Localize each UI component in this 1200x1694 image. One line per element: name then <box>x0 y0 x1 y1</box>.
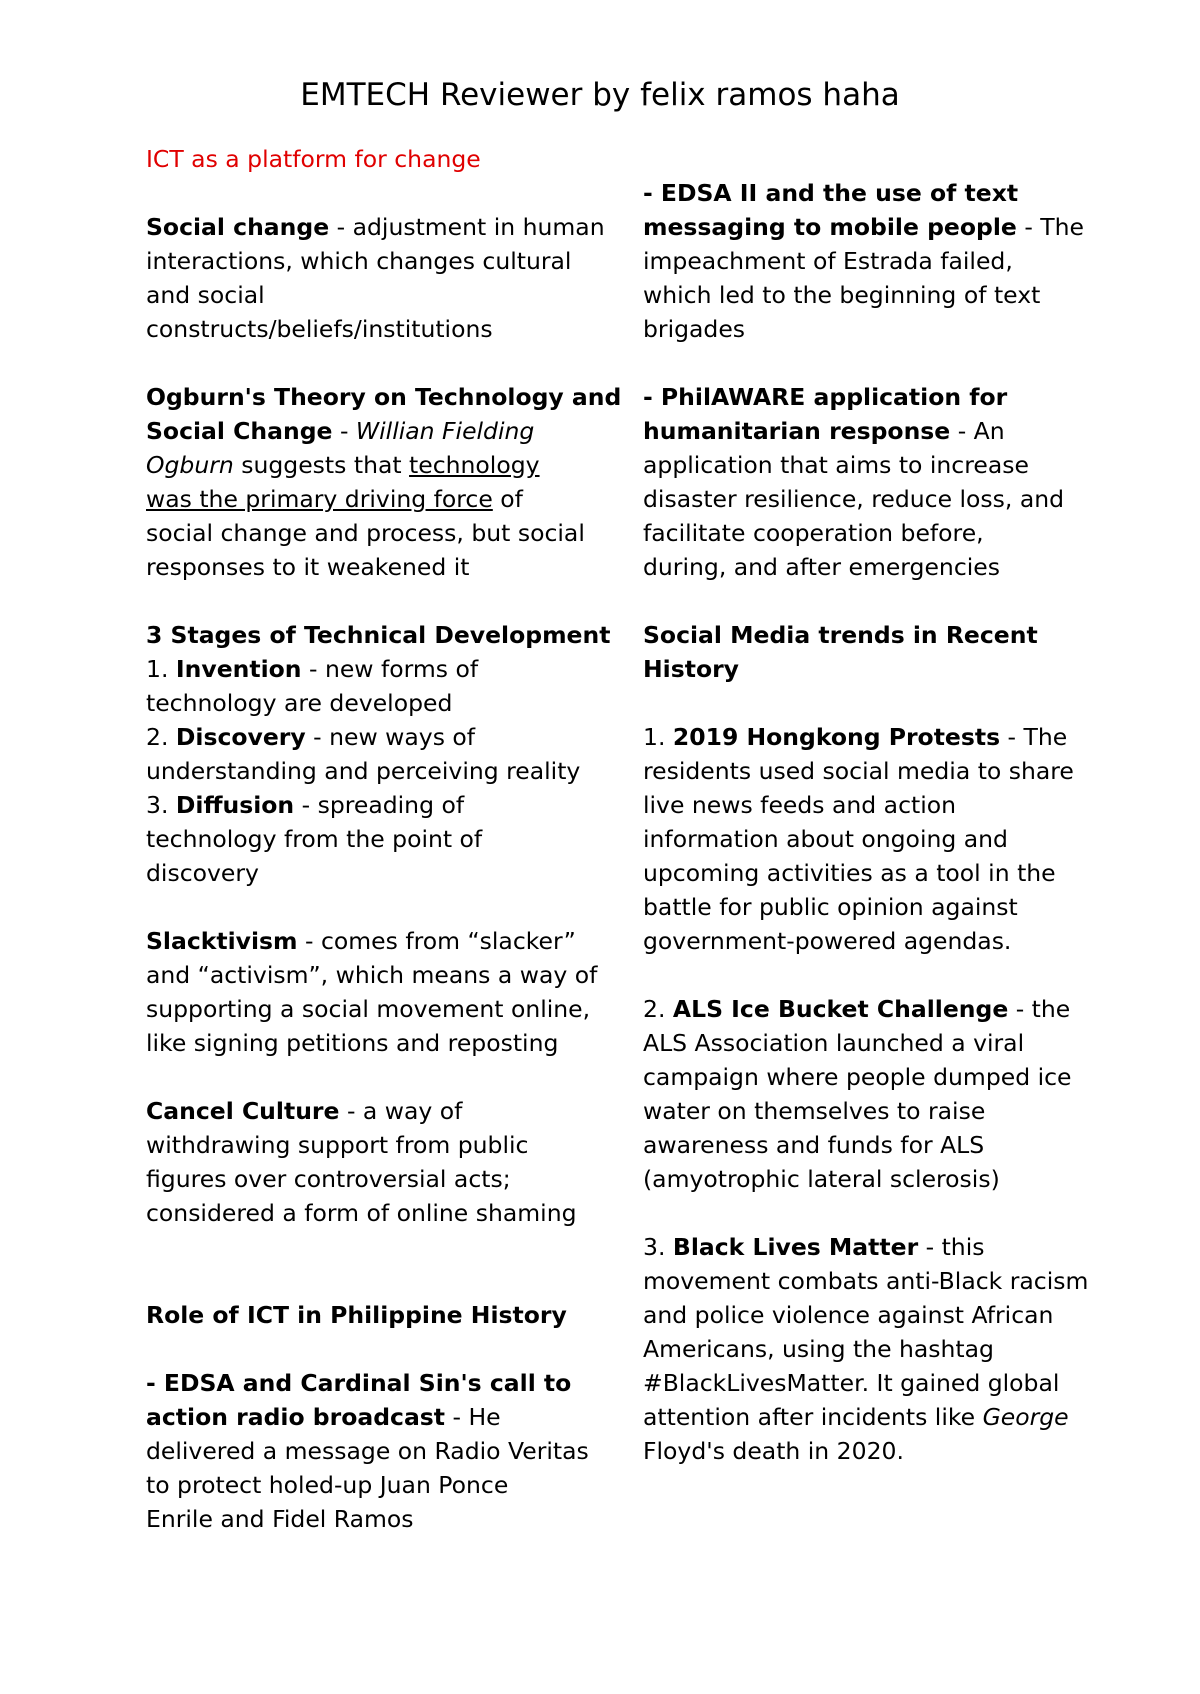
edsa-entry: - EDSA and Cardinal Sin's call to action radio broadcast - He delivered a message on Radio Veritas to protect holed-up Juan Ponce Enrile and Fidel Ramos <box>146 1369 589 1533</box>
social-change-entry: Social change - adjustment in human interactions, which changes cultural and social constructs/beliefs/institutions <box>146 213 605 343</box>
blm-entry: 3. Black Lives Matter - this movement combats anti-Black racism and police violence against African Americans, using the hashtag #BlackLivesMatter. It gained global attention after incidents like George Floyd's death in 2020. <box>643 1233 1089 1465</box>
stages-entry: 3 Stages of Technical Development 1. Invention - new forms of technology are developed 2. Discovery - new ways of understanding and perceiving reality 3. Diffusion - spreading of technology from the point of discovery <box>146 621 611 887</box>
ice-bucket-entry: 2. ALS Ice Bucket Challenge - the ALS Association launched a viral campaign where people dumped ice water on themselves to raise awareness and funds for ALS (amyotrophic lateral sclerosis) <box>643 995 1072 1193</box>
slacktivism-entry: Slacktivism - comes from “slacker” and “activism”, which means a way of supporting a social movement online, like signing petitions and reposting <box>146 927 598 1057</box>
term: Slacktivism <box>146 927 298 955</box>
term: Social change <box>146 213 330 241</box>
ogburn-entry: Ogburn's Theory on Technology and Social Change - Willian Fielding Ogburn suggests that technology was the primary driving force of social change and process, but social responses to it weakened it <box>146 383 622 581</box>
stages-heading: 3 Stages of Technical Development <box>146 621 611 649</box>
page-title: EMTECH Reviewer by felix ramos haha <box>300 77 900 113</box>
left-column <box>146 142 622 1536</box>
right-column: - EDSA II and the use of text messaging to mobile people - The impeachment of Estrada failed, which led to the beginning of text brigades - PhilAWARE application for humanitarian response - An application that aims to increase disaster resilience, reduce loss, and facilitate cooperation before, during, and after emergencies Social Media trends in Recent History 1. 2019 Hongkong Protests - The residents used social media to share live news feeds and action information about ongoing and upcoming activities as a tool in the battle for public opinion against government-powered agendas. 2. ALS Ice Bucket Challenge - the ALS Association launched a viral campaign where people dumped ice water on themselves to raise awareness and funds for ALS (amyotrophic lateral sclerosis) 3. Black Lives Matter - this movement combats anti-Black racism and police violence against African Americans, using the hashtag #BlackLivesMatter. It gained global attention after incidents like George Floyd's death in 2020. <box>643 142 1083 1468</box>
cancel-culture-entry: Cancel Culture - a way of withdrawing support from public figures over controversial acts; considered a form of online shaming <box>146 1097 577 1227</box>
trends-heading: Social Media trends in Recent <box>643 621 1038 649</box>
edsa2-entry: - EDSA II and the use of text messaging to mobile people - The impeachment of Estrada failed, which led to the beginning of text brigades <box>643 179 1084 343</box>
hongkong-entry: 1. 2019 Hongkong Protests - The residents used social media to share live news feeds and action information about ongoing and upcoming activities as a tool in the battle for public opinion against government-powered agendas. <box>643 723 1074 955</box>
role-heading: Role of ICT in Philippine History <box>146 1301 567 1329</box>
term: Cancel Culture <box>146 1097 340 1125</box>
section-heading: ICT as a platform for change <box>146 145 481 173</box>
philaware-entry: - PhilAWARE application for humanitarian response - An application that aims to increase disaster resilience, reduce loss, and facilitate cooperation before, during, and after emergencies <box>643 383 1065 581</box>
term: Ogburn's Theory on Technology and <box>146 383 622 411</box>
